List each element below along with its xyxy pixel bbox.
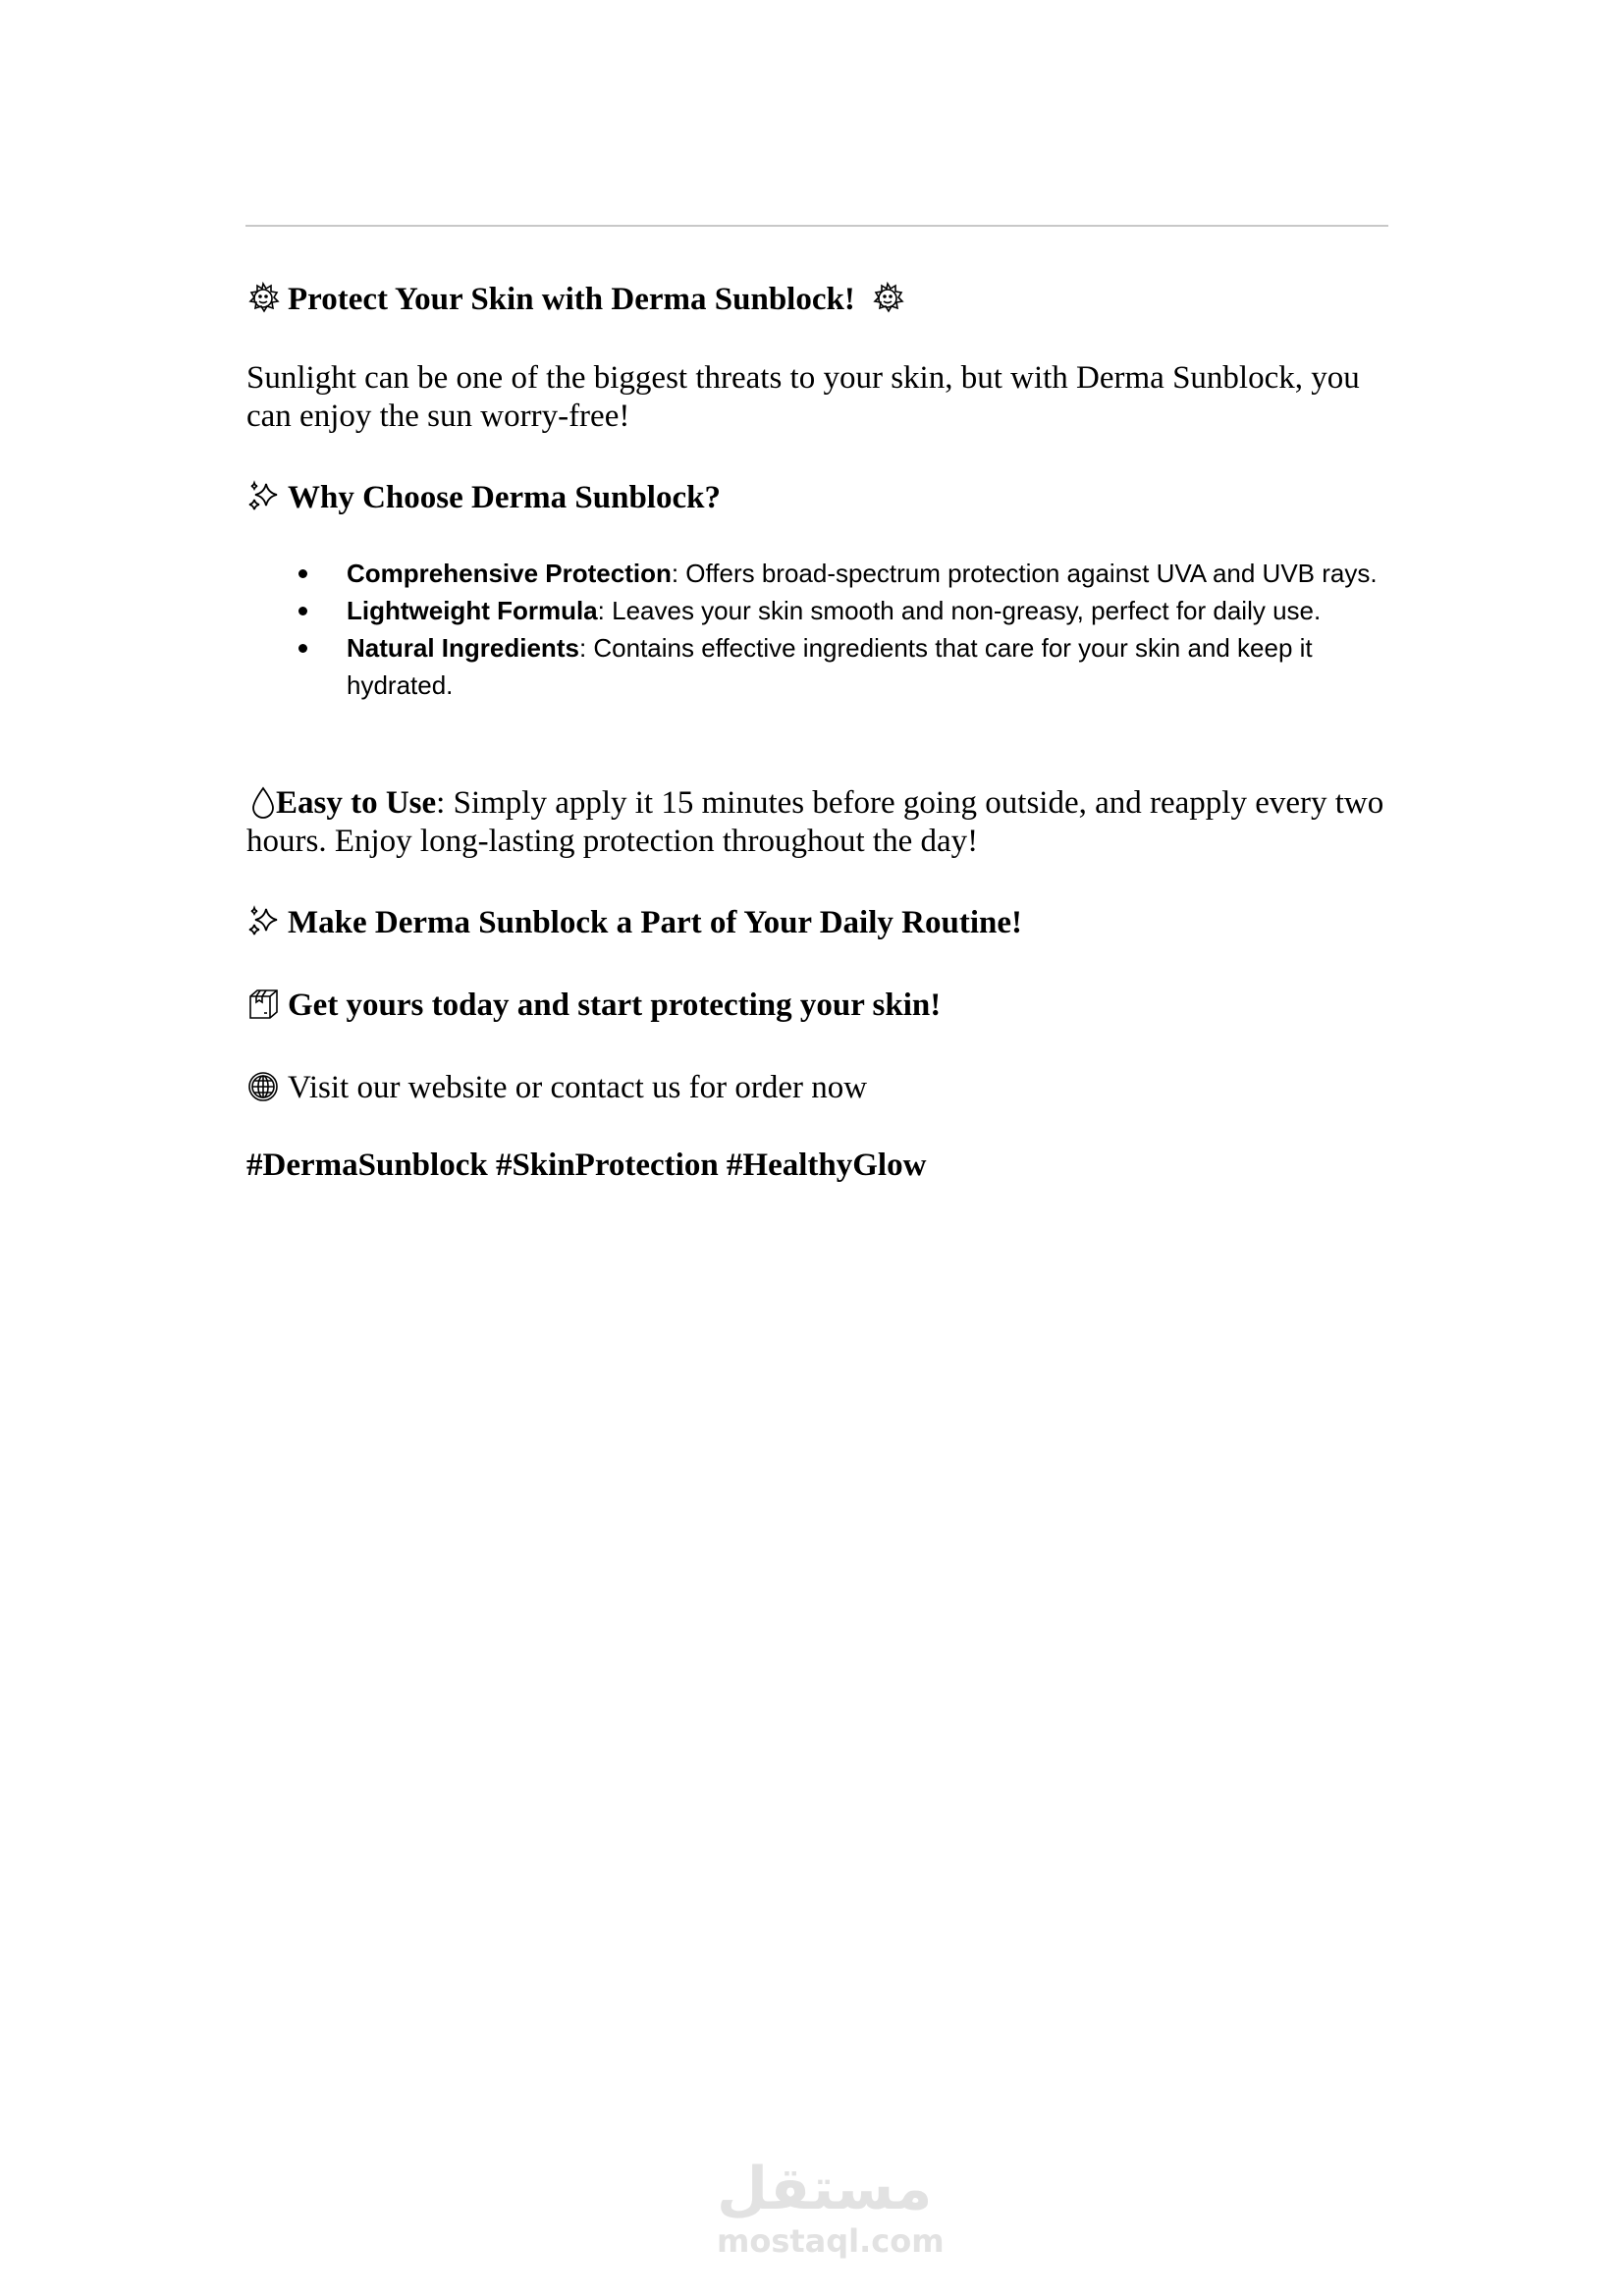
droplet-icon <box>246 785 272 819</box>
why-heading <box>246 479 1390 517</box>
list-item <box>293 592 1392 629</box>
title-text: Protect Your Skin with Derma Sunblock! <box>288 282 855 317</box>
watermark-arabic: مستقل <box>717 2155 933 2223</box>
benefit-label: Natural Ingredients <box>347 633 579 663</box>
title-heading <box>246 281 1390 319</box>
benefit-label: Comprehensive Protection <box>347 559 672 588</box>
why-heading-text: Why Choose Derma Sunblock? <box>288 480 721 515</box>
easy-label: Easy to Use <box>276 785 437 821</box>
sparkles-icon <box>246 480 280 513</box>
easy-paragraph <box>246 784 1390 861</box>
hashtags: #DermaSunblock #SkinProtection #HealthyGlow <box>246 1148 927 1183</box>
routine-heading <box>246 904 1390 942</box>
visit-line <box>246 1069 1390 1107</box>
visit-text[interactable]: Visit our website or contact us for order now <box>288 1070 868 1105</box>
benefit-text: : Offers broad-spectrum protection against UVA and UVB rays. <box>671 559 1378 588</box>
cta-heading <box>246 987 1390 1025</box>
top-divider <box>245 225 1388 227</box>
routine-heading-text: Make Derma Sunblock a Part of Your Daily Routine! <box>288 905 1022 940</box>
benefits-list <box>293 555 1392 704</box>
list-item <box>293 629 1392 704</box>
sun-face-icon <box>871 282 904 315</box>
sun-face-icon <box>246 282 280 315</box>
watermark-latin: mostaql.com <box>717 2222 945 2260</box>
benefit-text: : Contains effective ingredients that care for your skin and keep it hydrated. <box>347 633 1313 700</box>
package-icon <box>246 988 280 1021</box>
benefit-label: Lightweight Formula <box>347 596 598 625</box>
sparkles-icon <box>246 905 280 938</box>
globe-icon <box>246 1070 280 1103</box>
cta-heading-text: Get yours today and start protecting your skin! <box>288 988 942 1023</box>
intro-paragraph: Sunlight can be one of the biggest threats to your skin, but with Derma Sunblock, you can enjoy the sun worry-free! <box>246 360 1360 434</box>
easy-text: : Simply apply it 15 minutes before going outside, and reapply every two hours. Enjoy long-lasting protection throughout the day! <box>246 785 1384 859</box>
mostaql-watermark <box>717 2155 945 2260</box>
benefit-text: : Leaves your skin smooth and non-greasy, perfect for daily use. <box>597 596 1322 625</box>
list-item <box>293 555 1392 592</box>
